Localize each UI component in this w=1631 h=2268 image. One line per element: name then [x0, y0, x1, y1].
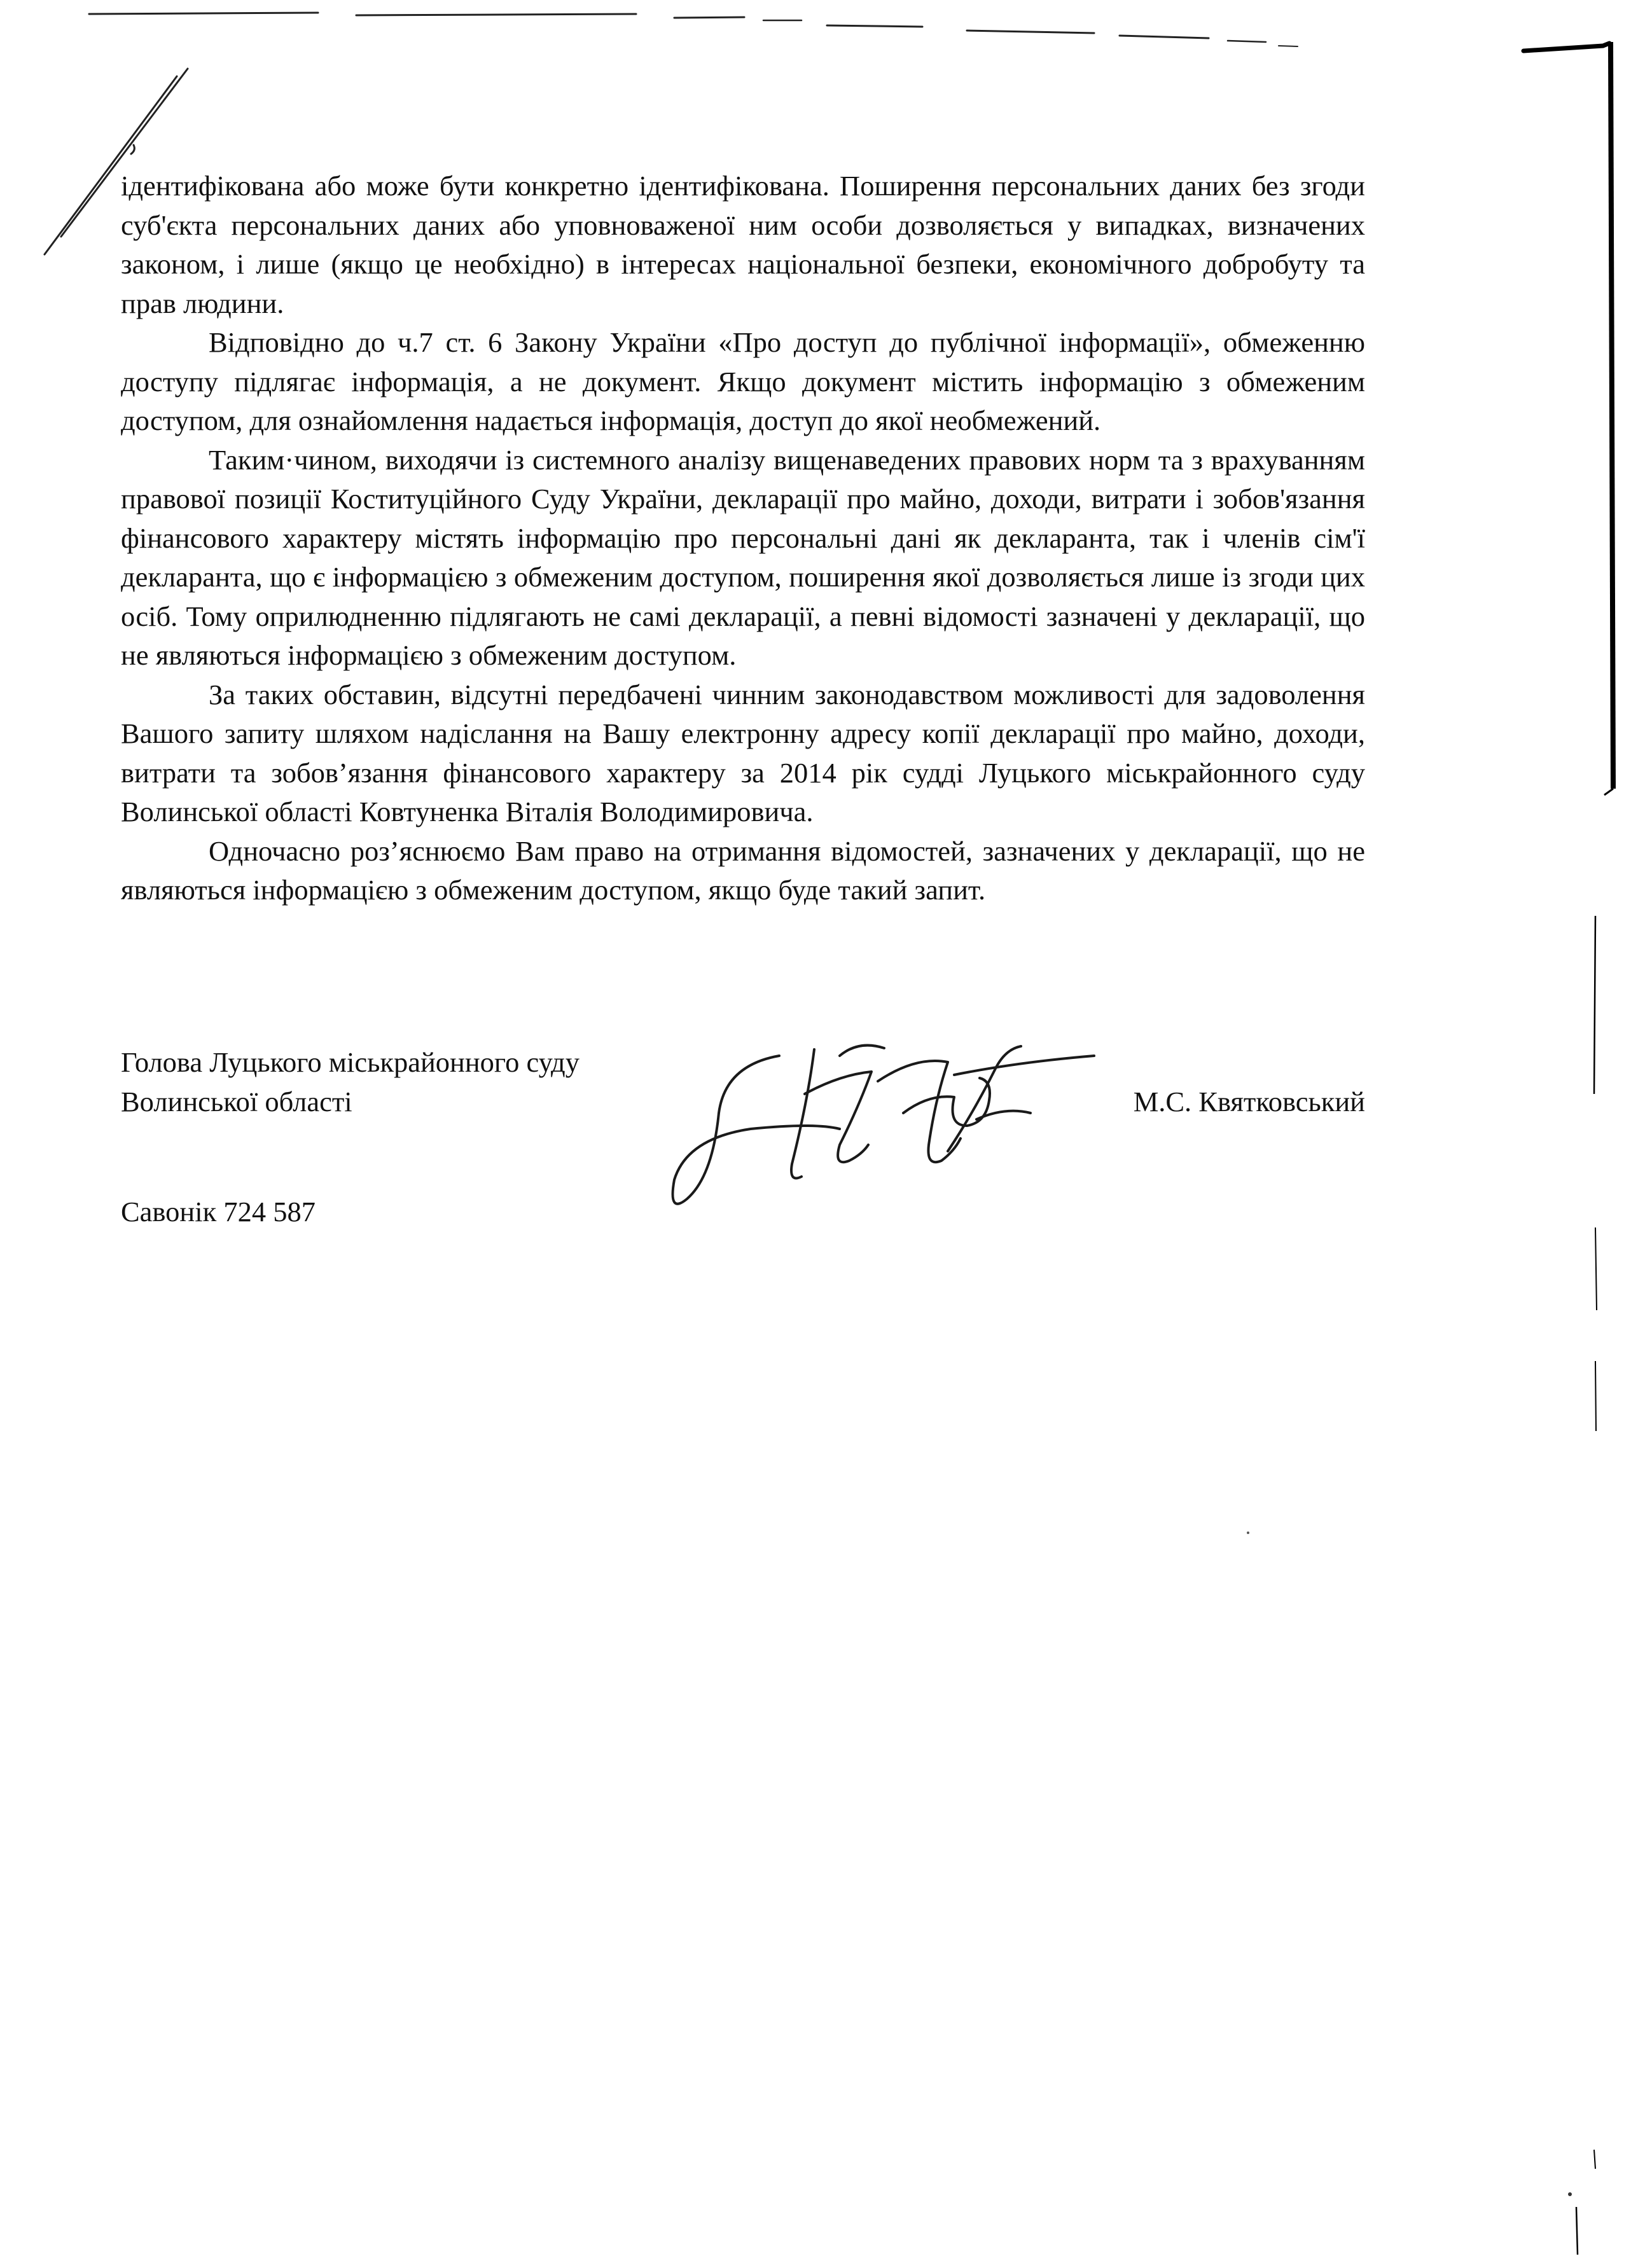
- scan-speck: [1568, 2192, 1572, 2196]
- paragraph-circumstances: За таких обставин, відсутні передбачені чинним законодавством можливості для задоволення Вашого запиту шляхом надіслання на Вашу електронну адресу копії декларації про майно, доходи, витрати та зобов’язання фінансового характеру за 2014 рік судді Луцького міськрайонного суду Волинської області Ковтуненка Віталія Володимировича.: [121, 678, 1365, 827]
- signer-position-line: Волинської області: [121, 1085, 352, 1117]
- signer-name: М.С. Квятковський: [1133, 1086, 1365, 1117]
- signer-position: [121, 1043, 693, 1121]
- executor-contact: Савонік 724 587: [121, 1196, 316, 1227]
- paragraph-analysis: Таким·чином, виходячи із системного аналізу вищенаведених правових норм та з врахуванням правової позиції Коституційного Суду України, декларації про майно, доходи, витрати і зобов'язання фінансового характеру містять інформацію про персональні дані як декларанта, так і членів сім'ї декларанта, що є інформацією з обмеженим доступом, поширення якої дозволяється лише із згоди цих осіб. Тому оприлюдненню підлягають не самі декларації, а певні відомості зазначені у декларації, що не являються інформацією з обмеженим доступом.: [121, 443, 1365, 671]
- right-edge-mark: [1523, 42, 1613, 2255]
- paragraph-clarification: Одночасно роз’яснюємо Вам право на отримання відомостей, зазначених у декларації, що не являються інформацією з обмеженим доступом, якщо буде такий запит.: [121, 834, 1365, 906]
- paragraph-continuation: ідентифікована або може бути конкретно ідентифікована. Поширення персональних даних без згоди суб'єкта персональних даних або уповноваженої ним особи дозволяється у випадках, визначених законом, і лише (якщо це необхідно) в інтересах національної безпеки, економічного добробуту та прав людини.: [121, 170, 1365, 319]
- signer-position-line: Голова Луцького міськрайонного суду: [121, 1046, 580, 1078]
- scan-speck: [1247, 1532, 1249, 1534]
- top-edge-dashes: [89, 13, 1298, 46]
- handwritten-signature: [649, 1018, 1145, 1208]
- letter-body: [121, 167, 1365, 910]
- paragraph-access-law: Відповідно до ч.7 ст. 6 Закону України «Про доступ до публічної інформації», обмеженню доступу підлягає інформація, а не документ. Якщо документ містить інформацію з обмеженим доступом, для ознайомлення надається інформація, доступ до якої необмежений.: [121, 326, 1365, 436]
